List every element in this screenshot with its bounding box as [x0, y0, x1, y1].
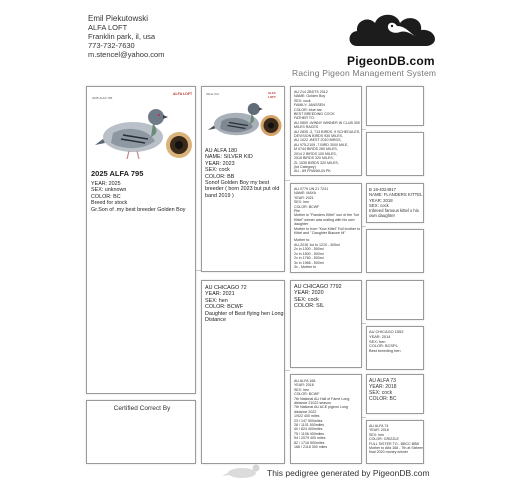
tagline: Racing Pigeon Management System [292, 68, 437, 78]
logo-text: PigeonDB.com [347, 54, 435, 68]
subject-ring-label: 2025 ALFA 795 [92, 96, 113, 100]
certified-label: Certified Correct By [113, 405, 171, 412]
gp1-line: DEVISION BIRDS 930 MILES, [294, 134, 343, 139]
sire-color: COLOR: BB [205, 173, 235, 180]
grandsire-paternal-card[interactable] [290, 86, 362, 176]
ggp6-line: Best breeding hen [369, 348, 401, 354]
ggp7-line: YEAR: 2018 [369, 384, 397, 390]
ggp-card-6[interactable] [366, 326, 424, 370]
gp4-line: 82 / 1716 500miles [294, 440, 325, 445]
subject-card[interactable] [86, 86, 196, 394]
ggp3-line: NAME: FLANDERS KITTEL [369, 192, 423, 198]
gp1-line: AU 214 ZBDTS 2012 [294, 90, 328, 94]
gp2-line: Mother to: [294, 238, 311, 243]
gp1-line: FATHER TO: [294, 116, 315, 121]
gp1-line: COLOR: blue bar [294, 107, 322, 112]
gp1-line: FAMILY: JANSSEN [294, 103, 325, 108]
connector [362, 417, 366, 418]
dam-note: Daughter of Best flying hen Long Distance [205, 310, 284, 324]
ggp-card-7[interactable] [366, 374, 424, 414]
gp2-line: 3x - Mother to [294, 264, 317, 269]
ggp8-line: SEX: hen [369, 432, 385, 437]
gp1-line: ZL 1535 BIRDS 320 MILES, [294, 160, 339, 165]
ggp6-line: YEAR: 2014 [369, 333, 391, 339]
gp2-line: Mother is "Flanders Kittel" son of the "Ice Kittel" winner was mating with his own daughter [294, 213, 360, 227]
connector [285, 180, 290, 181]
gp3-details [294, 284, 362, 310]
gp2-line: 2x in 1760 - 500mi [294, 256, 324, 261]
gp4-line: 75 / 1106 400miles [294, 431, 325, 436]
gp2-line: YEAR: 2021 [294, 195, 314, 200]
gp3-year: YEAR: 2020 [294, 290, 324, 297]
gp1-line: 2015 BIRDS 320 MILES, [294, 156, 334, 161]
sire-details [205, 148, 285, 199]
ggp-card-4[interactable] [366, 229, 424, 273]
ggp-card-3[interactable] [366, 183, 424, 223]
ggp8-line: FULL SISTER TO - BBCC BBB [369, 441, 419, 446]
gp1-line: AU 2835 -3, 713 BIRDS, 9 SCHEDULES, [294, 129, 361, 134]
ggp-card-2[interactable] [366, 132, 424, 176]
gp2-line: 3x in 1966 - 500mi [294, 260, 324, 265]
subject-details [91, 181, 195, 213]
ggp8-line: AU ALFA 74 [369, 424, 389, 428]
connector [362, 129, 366, 130]
gp4-details [294, 379, 362, 450]
pigeon-photo [206, 91, 282, 145]
gp1-line: (lot Category) [294, 164, 316, 169]
ggp7-line: COLOR: BC [369, 396, 397, 402]
ggp3-details [369, 187, 424, 219]
granddam-maternal-card[interactable] [290, 374, 362, 464]
owner-loft: ALFA LOFT [88, 23, 128, 32]
ggp8-details [369, 424, 424, 455]
ggp6-line: SEX: hen [369, 338, 386, 344]
alfa-loft-logo: ALFA LOFT [173, 92, 193, 96]
gp1-line: AU 1022 -BEST 2010 BIRDS, [294, 138, 342, 143]
ggp-card-5[interactable] [366, 280, 424, 320]
gp1-line: NAME: Golden Boy [294, 94, 326, 99]
pigeon-photo [93, 93, 193, 165]
gp3-color: COLOR: SIL [294, 303, 325, 310]
dam-details [205, 285, 285, 323]
sire-card[interactable] [201, 86, 285, 272]
ggp7-details [369, 378, 424, 402]
alfa-loft-logo: ALFA LOFT [268, 91, 276, 99]
sire-sex: SEX: cock [205, 167, 230, 174]
gp1-line: SEX: cock [294, 98, 311, 103]
sire-ring: AU ALFA 180 [205, 148, 238, 154]
ggp3-line: SEX: cock [369, 202, 389, 208]
owner-phone: 773-732-7630 [88, 41, 135, 50]
connector [362, 323, 366, 324]
ggp7-line: SEX: cock [369, 390, 393, 396]
connector [362, 226, 366, 227]
gp4-line: YEAR: 2018 [294, 383, 314, 388]
gp1-line: BEST BREEDING COCK [294, 112, 335, 117]
sire-name: NAME: SILVER KID [205, 154, 253, 161]
owner-info [88, 14, 164, 59]
ggp8-line: Mother to Alfa 168 - 7th at Sixteen final 2020 money winner [369, 446, 424, 455]
dam-sex: SEX: hen [205, 297, 228, 304]
owner-email[interactable]: m.stencel@yahoo.com [88, 50, 165, 59]
gp2-line: COLOR: BCWF [294, 204, 320, 209]
grandsire-maternal-card[interactable] [290, 280, 362, 368]
gp2-line: NAME: MAYA [294, 191, 317, 196]
gp4-line: 23 / 147 500miles [294, 418, 323, 423]
ggp8-line: YEAR: 2018 [369, 428, 389, 433]
gp4-line: 7th National AU Hall of Fame Long distance 21022 season [294, 396, 350, 406]
gp1-line: AU - 89 FRANKLIN PK [294, 169, 331, 174]
ggp6-line: AU CHICAGO 1553 [369, 329, 404, 334]
ggp3-line: B 18-4024917 [369, 187, 396, 192]
dam-ring: AU CHICAGO 72 [205, 285, 247, 291]
sire-ring-label: Silver Kid [206, 92, 219, 96]
gp4-line: COLOR: BCWF [294, 392, 320, 397]
subject-title: 2025 ALFA 795 [91, 169, 144, 178]
gp4-line: 40 / 824 400miles [294, 427, 323, 432]
sire-year: YEAR: 2023 [205, 160, 235, 167]
gp4-line: 7th National AU ACE pigeon Long distance 2022 [294, 405, 348, 414]
subject-sex: SEX: unknown [91, 187, 127, 194]
ggp3-line: Inbreed famous kittel x his own daughter [369, 208, 419, 219]
gp4-line: 28 / 1101 500miles [294, 423, 325, 428]
gp2-line: AU 0779 UN 21 7241 [294, 187, 329, 191]
ggp6-details [369, 330, 424, 354]
ggp-card-1[interactable] [366, 86, 424, 126]
subject-note1: Breed for stock [91, 200, 128, 207]
pigeondb-logo [345, 6, 451, 56]
gp1-line: AU 975-2109 -7 BIRD 3000 MILE, [294, 142, 349, 147]
gp3-sex: SEX: cock [294, 296, 319, 303]
ggp-card-8[interactable] [366, 420, 424, 464]
gp3-ring: AU CHICAGO 7792 [294, 284, 342, 290]
dam-color: COLOR: BCWF [205, 304, 244, 311]
gp2-line: SEX: hen [294, 200, 310, 205]
owner-city: Franklin park, il, usa [88, 32, 156, 41]
connector [285, 370, 290, 371]
gp2-details [294, 187, 362, 269]
gp2-line: 2x in 1300 - 500mi [294, 247, 324, 252]
ggp7-line: AU ALFA 73 [369, 378, 396, 384]
gp4-line: AU ALFA 168 [294, 379, 316, 383]
owner-name: Emil Piekutowski [88, 14, 149, 23]
subject-year: YEAR: 2025 [91, 181, 121, 187]
dam-year: YEAR: 2021 [205, 291, 235, 298]
ggp8-line: COLOR: GRIZZLE [369, 437, 399, 442]
gp2-line: Mother to from "Kow Kittel" Full brother to Kittel and " Daughter Blauwe Hi" [294, 226, 361, 236]
gp2-line: Pile [294, 209, 300, 214]
certified-box [86, 400, 196, 464]
subject-note2: Gr.Son of .my best breeder Golden Boy [91, 206, 186, 213]
sire-note: Sonof Golden Boy my best breeder ( born 2023 but put old band 2019 ) [205, 180, 280, 199]
gp4-line: 166 / 2118 300 miles [294, 445, 328, 450]
gp1-details [294, 90, 362, 174]
gp1-line: M 0744 BIRDS 280 MILES, [294, 147, 338, 152]
footer-text: This pedigree generated by PigeonDB.com [267, 468, 430, 478]
dam-card[interactable] [201, 280, 285, 464]
gp1-line: 2014 2 BIRDS 100 MILES, [294, 151, 337, 156]
gp4-line: 1/922 400 miles [294, 414, 320, 419]
ggp3-line: YEAR: 2018 [369, 197, 393, 203]
gp2-line: AU-2016 1st to 1210 - 400mi [294, 242, 340, 247]
ggp6-line: COLOR: BCSPL [369, 343, 398, 349]
subject-color: COLOR: BC [91, 193, 121, 200]
gp1-line: AU 0809 -WINNY WINNER IN CLUB 300 MILES RACES [294, 120, 360, 130]
gp4-line: 94 / 2079 400 miles [294, 436, 326, 441]
gp2-line: 2x in 1500 - 500mi [294, 251, 324, 256]
granddam-paternal-card[interactable] [290, 183, 362, 273]
gp4-line: SEX: hen [294, 387, 310, 392]
